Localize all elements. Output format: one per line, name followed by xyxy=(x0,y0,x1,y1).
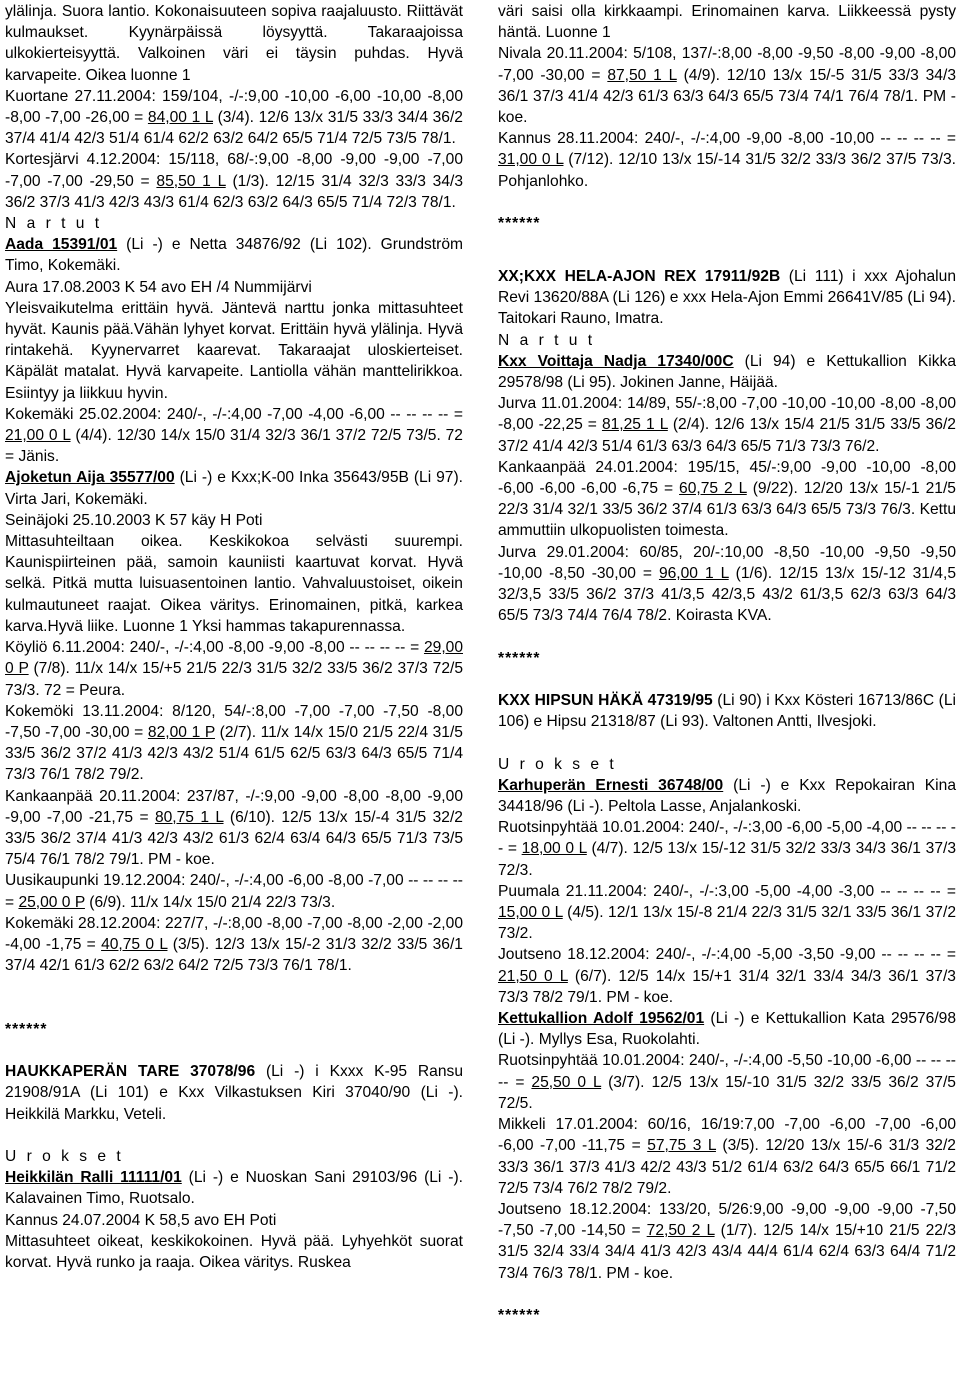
result-paragraph xyxy=(5,637,463,701)
result-paragraph xyxy=(498,1050,956,1114)
dog-name: Kxx Voittaja Nadja 17340/00C xyxy=(498,352,734,370)
spacer xyxy=(5,1125,463,1146)
score-underlined: 18,00 0 L xyxy=(521,840,587,858)
result-paragraph xyxy=(498,43,956,128)
paragraph-text: Yleisvaikutelma erittäin hyvä. Jäntevä narttu jonka mittasuhteet hyvät. Kaunis pää.Vähän lyhyet korvat. Erittäin hyvä ylälinja. Hyvä rintakehä. Kyynervarret kaarevat. Takaraajat uloskierteiset. Käpälät matalat. Hyvä karvapeite. Lantiolla vähän manttelirikkoa. Esiintyy ja liikkuu hyvin. xyxy=(5,299,463,402)
score-underlined: 87,50 1 L xyxy=(607,66,677,84)
paragraph-text: Köyliö 6.11.2004: 240/-, -/-:4,00 -8,00 -9,00 -8,00 -- -- -- -- = xyxy=(5,639,424,657)
paragraph-text: Jurva 29.01.2004: 60/85, 20/-:10,00 -8,50 -10,00 -9,50 -9,50 -10,00 -8,50 -30,00 = xyxy=(498,543,956,582)
offspring-entry xyxy=(498,1008,956,1050)
paragraph-text: Kankaanpää 24.01.2004: 195/15, 45/-:9,00 -9,00 -10,00 -8,00 -6,00 -6,00 -6,00 -6,75 = xyxy=(498,458,956,498)
result-paragraph xyxy=(5,870,463,912)
asterisk-separator: ****** xyxy=(5,1020,48,1038)
asterisk-separator: ****** xyxy=(498,1306,541,1324)
paragraph-tail: (7/12). 12/10 13/x 15/-14 31/5 32/2 33/3 36/2 37/5 73/3. Pohjanlohko. xyxy=(498,151,956,190)
score-underlined: 85,50 1 L xyxy=(156,172,226,190)
result-paragraph xyxy=(498,1114,956,1199)
paragraph-tail: (9/22). 12/20 13/x 15/-1 21/5 22/3 31/4 32/1 33/5 36/2 37/4 61/3 63/3 64/3 65/5 73/3 76/3. Kettu ammuttiin ulkopuolisten toimesta. xyxy=(498,480,956,540)
result-paragraph xyxy=(5,298,463,404)
result-paragraph xyxy=(498,457,956,542)
section-heading xyxy=(498,330,956,351)
spacer xyxy=(498,732,956,753)
score-underlined: 84,00 1 L xyxy=(147,109,213,127)
paragraph-tail: (3/4). 12/6 13/x 31/5 33/3 34/4 36/2 37/4 41/4 42/3 51/4 61/4 62/2 63/2 64/2 65/5 71/4 72/5 73/5 78/1. xyxy=(5,109,463,148)
paragraph-text: Kuortane 27.11.2004: 159/104, -/-:9,00 -10,00 -6,00 -10,00 -8,00 -8,00 -7,00 -26,00 = xyxy=(5,87,463,127)
pedigree-text: (Li 111) i xxx Ajohalun Revi 13620/88A (Li 126) e xxx Hela-Ajon Emmi 26641V/85 (Li 94). Taitokari Rauno, Imatra. xyxy=(498,268,956,328)
paragraph-text: Mikkeli 17.01.2004: 60/16, 16/19:7,00 -7,00 -6,00 -7,00 -6,00 -6,00 -7,00 -11,75 = xyxy=(498,1116,956,1155)
dog-name: Ajoketun Aija 35577/00 xyxy=(5,469,175,487)
paragraph-tail: (3/5). 12/20 13/x 15/-6 31/3 32/2 33/3 36/1 37/3 41/3 42/2 43/3 51/2 61/4 63/2 64/3 65/5 66/1 71/2 72/5 73/4 76/2 78/2 79/2. xyxy=(498,1137,956,1197)
section-heading xyxy=(5,1146,463,1167)
spacer xyxy=(498,626,956,647)
result-paragraph xyxy=(5,404,463,468)
paragraph-text: Ruotsinpyhtää 10.01.2004: 240/-, -/-:4,00 -5,50 -10,00 -6,00 -- -- -- -- = xyxy=(498,1052,956,1091)
paragraph-tail: (6/10). 12/5 13/x 15/-4 31/5 32/2 33/5 36/2 37/4 41/3 42/3 43/2 61/3 62/4 63/4 64/3 65/5 71/3 73/5 75/4 76/1 78/2 79/1. PM - koe. xyxy=(5,808,463,869)
section-heading-text: U r o k s e t xyxy=(498,755,617,773)
spacer xyxy=(498,1284,956,1305)
spacer xyxy=(498,234,956,266)
sire-header xyxy=(498,690,956,732)
result-paragraph xyxy=(5,913,463,977)
paragraph-tail: (3/7). 12/5 13/x 15/-10 31/5 32/2 33/5 36/2 37/5 72/5. xyxy=(498,1073,956,1112)
result-paragraph xyxy=(498,542,956,627)
paragraph-text: Kannus 28.11.2004: 240/-, -/-:4,00 -9,00 -8,00 -10,00 -- -- -- -- = xyxy=(498,130,956,148)
score-underlined: 72,50 2 L xyxy=(646,1222,715,1240)
score-underlined: 21,00 0 L xyxy=(5,427,71,445)
paragraph-tail: (6/7). 12/5 14/x 15/+1 31/4 32/1 33/4 34/3 36/1 37/3 73/3 78/2 79/1. PM - koe. xyxy=(498,967,956,1006)
paragraph-text: Ruotsinpyhtää 10.01.2004: 240/-, -/-:3,00 -6,00 -5,00 -4,00 -- -- -- -- = xyxy=(498,819,956,858)
dog-name-bold: XX;KXX HELA-AJON REX 17911/92B xyxy=(498,268,781,286)
paragraph-text: Puumala 21.11.2004: 240/-, -/-:3,00 -5,00 -4,00 -3,00 -- -- -- -- = xyxy=(498,882,956,900)
dog-name: Aada 15391/01 xyxy=(5,236,118,254)
paragraph-tail: (3/5). 12/3 13/x 15/-2 31/3 32/2 33/5 36/1 37/4 42/1 61/3 62/2 63/2 64/2 72/5 73/3 76/1 78/1. xyxy=(5,935,463,975)
paragraph-text: Kokemäki 28.12.2004: 227/7, -/-:8,00 -8,00 -7,00 -8,00 -2,00 -2,00 -4,00 -1,75 = xyxy=(5,914,463,953)
score-underlined: 82,00 1 P xyxy=(147,723,215,741)
result-paragraph xyxy=(5,701,463,786)
separator-asterisks xyxy=(498,648,956,669)
pedigree-text: (Li 90) i Kxx Kösteri 16713/86C (Li 106) e Hipsu 21318/87 (Li 93). Valtonen Antti, Ilvesjoki. xyxy=(498,692,956,731)
paragraph-tail: (4/7). 12/5 13/x 15/-12 31/5 32/2 33/3 34/3 36/1 37/3 72/3. xyxy=(498,840,956,879)
paragraph-text: Joutseno 18.12.2004: 240/-, -/-:4,00 -5,00 -3,50 -9,00 -- -- -- -- = xyxy=(498,946,956,964)
left-column xyxy=(5,1,463,1273)
sire-header xyxy=(498,266,956,330)
result-paragraph xyxy=(5,1210,463,1231)
offspring-entry xyxy=(5,234,463,276)
result-paragraph xyxy=(498,1199,956,1284)
pedigree-text: (Li -) e Kxx Repokairan Kina 34418/96 (Li -). Peltola Lasse, Anjalankoski. xyxy=(498,776,956,816)
pedigree-text: (Li 94) e Kettukallion Kikka 29578/98 (Li 95). Jokinen Janne, Häijää. xyxy=(498,352,956,392)
score-underlined: 40,75 0 L xyxy=(101,935,168,953)
paragraph-tail: (2/4). 12/6 13/x 15/4 21/5 31/5 33/5 36/2 37/2 41/4 42/3 51/4 61/3 63/3 64/3 65/5 71/3 73/3 76/2. xyxy=(498,416,956,455)
result-paragraph xyxy=(498,128,956,192)
paragraph-text: Mittasuhteiltaan oikea. Keskikokoa selvästi suurempi. Kaunispiirteinen pää, samoin kauniisti kaartuvat korvat. Hyvä selkä. Pitkä mutta luisuasentoinen lantio. Vahvaluustoiset, oikein kulmautuneet raajat. Oikea väritys. Erinomainen, pitkä, karkea karva.Hyvä liike. Luonne 1 Yksi hammas takapurennassa. xyxy=(5,533,463,635)
pedigree-text: (Li -) e Nuoskan Sani 29103/96 (Li -). Kalavainen Timo, Ruotsalo. xyxy=(5,1169,463,1208)
score-underlined: 57,75 3 L xyxy=(647,1137,716,1155)
paragraph-text: Kokemöki 13.11.2004: 8/120, 54/-:8,00 -7,00 -7,00 -7,50 -8,00 -7,50 -7,00 -30,00 = xyxy=(5,702,463,741)
result-paragraph xyxy=(498,881,956,945)
separator-asterisks xyxy=(498,1305,956,1326)
paragraph-text: Kankaanpää 20.11.2004: 237/87, -/-:9,00 -9,00 -8,00 -8,00 -9,00 -9,00 -7,00 -21,75 = xyxy=(5,787,463,826)
paragraph-text: Jurva 11.01.2004: 14/89, 55/-:8,00 -7,00 -10,00 -10,00 -8,00 -8,00 -8,00 -22,25 = xyxy=(498,395,956,434)
pedigree-text: (Li -) e Kettukallion Kata 29576/98 (Li -). Myllys Esa, Ruokolahti. xyxy=(498,1010,956,1049)
score-underlined: 25,00 0 P xyxy=(18,893,85,911)
score-underlined: 21,50 0 L xyxy=(498,967,568,985)
paragraph-text: ylälinja. Suora lantio. Kokonaisuuteen sopiva raajaluusto. Riittävät kulmaukset. Kyynärpäissä löysyyttä. Takaraajoissa ulkokierteisyyttä. Valkoinen väri ei täysin puhdas. Hyvä karvapeite. Oikea luonne 1 xyxy=(5,3,463,84)
spacer xyxy=(498,669,956,690)
spacer xyxy=(5,1040,463,1061)
paragraph-tail: (4/4). 12/30 14/x 15/0 31/4 32/3 36/1 37/2 72/5 73/5. 72 = Jänis. xyxy=(5,427,463,466)
paragraph-text: väri saisi olla kirkkaampi. Erinomainen karva. Liikkeessä pysty häntä. Luonne 1 xyxy=(498,3,956,42)
result-paragraph xyxy=(5,510,463,531)
result-paragraph xyxy=(5,149,463,213)
offspring-entry xyxy=(498,775,956,817)
separator-asterisks xyxy=(5,1019,463,1040)
offspring-entry xyxy=(5,467,463,509)
paragraph-tail: (1/3). 12/15 31/4 32/3 33/3 34/3 36/2 37/3 41/3 42/3 43/3 61/4 62/3 63/2 64/3 65/5 71/4 72/3 78/1. xyxy=(5,172,463,211)
score-underlined: 81,25 1 L xyxy=(601,416,668,434)
result-paragraph xyxy=(498,1,956,43)
result-paragraph xyxy=(5,277,463,298)
offspring-entry xyxy=(498,351,956,393)
result-paragraph xyxy=(5,1,463,86)
score-underlined: 15,00 0 L xyxy=(498,904,563,922)
paragraph-tail: (4/5). 12/1 13/x 15/-8 21/4 22/3 31/5 32/1 33/5 36/1 37/2 73/2. xyxy=(498,904,956,943)
sire-header xyxy=(5,1061,463,1125)
spacer xyxy=(498,192,956,213)
section-heading xyxy=(5,213,463,234)
result-paragraph xyxy=(5,531,463,637)
paragraph-tail: (2/7). 11/x 14/x 15/0 21/5 22/4 31/5 33/5 36/2 37/2 41/3 42/3 43/2 51/4 61/5 62/5 63/3 64/3 65/5 71/4 73/3 76/1 78/2 79/2. xyxy=(5,723,463,784)
separator-asterisks xyxy=(498,213,956,234)
paragraph-text: Seinäjoki 25.10.2003 K 57 käy H Poti xyxy=(5,511,263,529)
pedigree-text: (Li -) i Kxxx K-95 Ransu 21908/91A (Li 101) e Kxx Vilkastuksen Kiri 37040/90 (Li -). Heikkilä Markku, Veteli. xyxy=(5,1063,464,1123)
paragraph-text: Nivala 20.11.2004: 5/108, 137/-:8,00 -8,00 -9,50 -8,00 -9,00 -8,00 -7,00 -30,00 = xyxy=(498,45,956,84)
dog-name-bold: HAUKKAPERÄN TARE 37078/96 xyxy=(5,1063,256,1081)
dog-name: Karhuperän Ernesti 36748/00 xyxy=(498,776,724,794)
dog-name: Heikkilän Ralli 11111/01 xyxy=(5,1169,182,1187)
paragraph-text: Kokemäki 25.02.2004: 240/-, -/-:4,00 -7,00 -4,00 -6,00 -- -- -- -- = xyxy=(5,405,463,423)
paragraph-text: Kannus 24.07.2004 K 58,5 avo EH Poti xyxy=(5,1211,277,1229)
paragraph-tail: (7/8). 11/x 14/x 15/+5 21/5 22/3 31/5 32/2 33/5 36/2 37/3 72/5 73/3. 72 = Peura. xyxy=(5,660,463,699)
dog-name-bold: KXX HIPSUN HÄKÄ 47319/95 xyxy=(498,692,713,710)
score-underlined: 31,00 0 L xyxy=(498,151,564,169)
paragraph-text: Kortesjärvi 4.12.2004: 15/118, 68/-:9,00 -8,00 -9,00 -9,00 -7,00 -7,00 -7,00 -29,50 = xyxy=(5,151,463,190)
paragraph-tail: (6/9). 11/x 14/x 15/0 21/4 22/3 73/3. xyxy=(84,893,336,911)
pedigree-text: (Li -) e Netta 34876/92 (Li 102). Grundström Timo, Kokemäki. xyxy=(5,236,463,275)
section-heading xyxy=(498,754,956,775)
result-paragraph xyxy=(498,393,956,457)
paragraph-tail: (1/6). 12/15 13/x 15/-12 31/4,5 32/3,5 33/5 36/2 37/3 41/3,5 42/3,5 43/2 61/3,5 62/3 63/3 64/3 65/5 73/3 74/4 76/4 78/2. Koirasta KVA. xyxy=(498,564,956,625)
section-heading-text: N a r t u t xyxy=(5,215,103,233)
result-paragraph xyxy=(498,817,956,881)
score-underlined: 60,75 2 L xyxy=(679,480,747,498)
right-column xyxy=(498,1,956,1326)
dog-name: Kettukallion Adolf 19562/01 xyxy=(498,1010,705,1028)
offspring-entry xyxy=(5,1167,463,1209)
paragraph-text: Mittasuhteet oikeat, keskikokoinen. Hyvä pää. Lyhyehköt suorat korvat. Hyvä runko ja raaja. Oikea väritys. Ruskea xyxy=(5,1232,463,1271)
pedigree-text: (Li -) e Kxx;K-00 Inka 35643/95B (Li 97). Virta Jari, Kokemäki. xyxy=(5,469,464,508)
result-paragraph xyxy=(498,944,956,1008)
result-paragraph xyxy=(5,86,463,150)
section-heading-text: N a r t u t xyxy=(498,331,596,349)
spacer xyxy=(5,976,463,1018)
paragraph-tail: (4/9). 12/10 13/x 15/-5 31/5 33/3 34/3 36/1 37/3 41/4 42/3 61/3 63/3 64/3 65/5 73/4 74/1 76/4 78/1. PM - koe. xyxy=(498,66,956,127)
score-underlined: 29,00 0 P xyxy=(5,639,463,678)
section-heading-text: U r o k s e t xyxy=(5,1147,124,1165)
result-paragraph xyxy=(5,786,463,871)
result-paragraph xyxy=(5,1231,463,1273)
paragraph-text: Uusikaupunki 19.12.2004: 240/-, -/-:4,00 -6,00 -8,00 -7,00 -- -- -- -- = xyxy=(5,872,463,911)
asterisk-separator: ****** xyxy=(498,215,541,233)
paragraph-text: Joutseno 18.12.2004: 133/20, 5/26:9,00 -9,00 -9,00 -9,00 -7,50 -7,50 -7,00 -14,50 = xyxy=(498,1200,956,1240)
score-underlined: 80,75 1 L xyxy=(154,808,224,826)
asterisk-separator: ****** xyxy=(498,649,541,667)
score-underlined: 25,50 0 L xyxy=(531,1073,602,1091)
paragraph-text: Aura 17.08.2003 K 54 avo EH /4 Nummijärvi xyxy=(5,278,312,296)
paragraph-tail: (1/7). 12/5 14/x 15/+10 21/5 22/3 31/5 32/4 33/4 34/4 41/3 42/3 43/4 44/4 61/4 62/4 63/3 64/4 71/2 73/4 76/3 78/1. PM - koe. xyxy=(498,1222,956,1282)
score-underlined: 96,00 1 L xyxy=(658,564,729,582)
